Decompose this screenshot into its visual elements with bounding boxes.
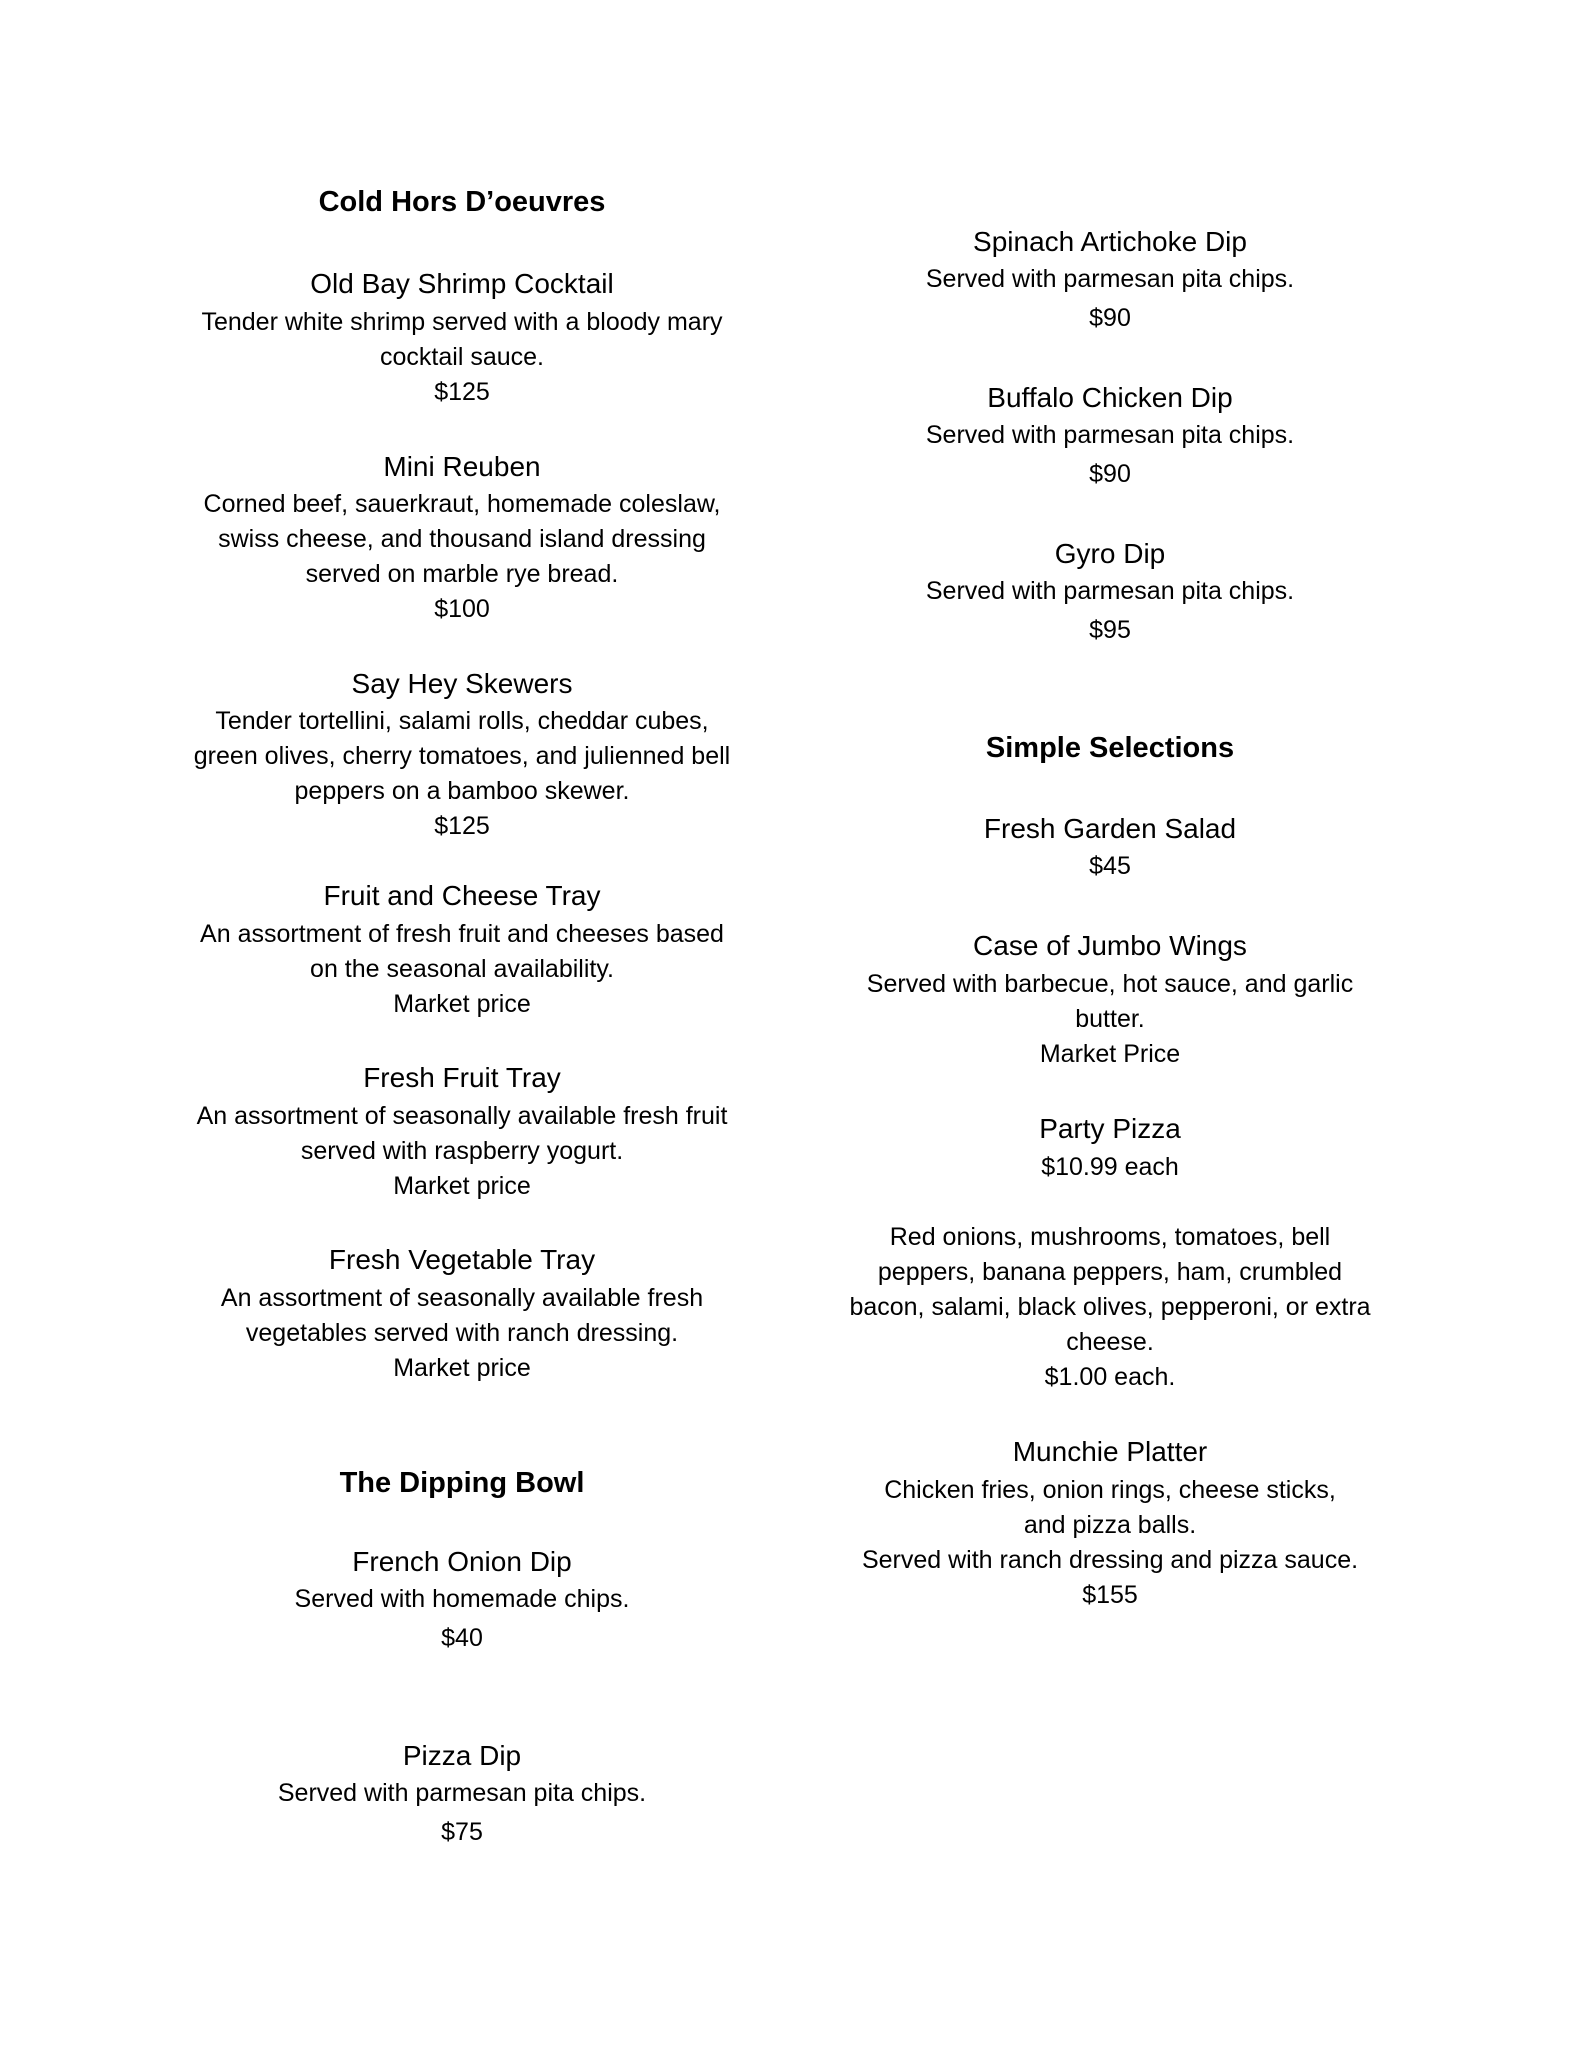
topping-list: cheese. (1066, 1328, 1154, 1356)
menu-item-title: Fresh Garden Salad (983, 813, 1237, 844)
menu-item-desc: Tender tortellini, salami rolls, cheddar cubes, (215, 707, 709, 735)
section-heading-simple: Simple Selections (985, 732, 1235, 764)
menu-item-title: Pizza Dip (402, 1740, 522, 1771)
menu-item-title: Say Hey Skewers (351, 668, 573, 699)
menu-item-price: Market price (393, 1354, 531, 1382)
menu-item-title: Old Bay Shrimp Cocktail (310, 268, 614, 299)
menu-item-price: $95 (1089, 616, 1131, 644)
menu-item-desc: An assortment of seasonally available fresh (220, 1284, 704, 1312)
menu-item-desc: butter. (1075, 1005, 1145, 1033)
section-heading-cold: Cold Hors D’oeuvres (318, 186, 606, 218)
section-heading-dipping: The Dipping Bowl (339, 1467, 585, 1499)
menu-item-desc: An assortment of seasonally available fresh fruit (196, 1102, 728, 1130)
menu-item-desc: on the seasonal availability. (310, 955, 614, 983)
menu-item-desc: Tender white shrimp served with a bloody mary (201, 308, 723, 336)
menu-item-title: French Onion Dip (352, 1546, 572, 1577)
menu-item-title: Party Pizza (1039, 1113, 1181, 1144)
menu-item-title: Spinach Artichoke Dip (973, 226, 1247, 257)
menu-item-price: $90 (1089, 460, 1131, 488)
menu-item-desc: Chicken fries, onion rings, cheese sticks, (884, 1476, 1336, 1504)
menu-item-desc: Served with ranch dressing and pizza sauce. (861, 1546, 1359, 1574)
topping-list: bacon, salami, black olives, pepperoni, or extra (849, 1293, 1371, 1321)
menu-item-desc: Corned beef, sauerkraut, homemade coleslaw, (203, 490, 721, 518)
menu-item-desc: Served with barbecue, hot sauce, and garlic (866, 970, 1354, 998)
menu-item-price: $40 (441, 1624, 483, 1652)
menu-item-title: Fresh Fruit Tray (363, 1062, 561, 1093)
menu-item-price: $100 (434, 595, 490, 623)
menu-item-desc: Served with parmesan pita chips. (925, 265, 1295, 293)
topping-list: Red onions, mushrooms, tomatoes, bell (889, 1223, 1331, 1251)
menu-item-price: $45 (1089, 852, 1131, 880)
menu-item-desc: Served with parmesan pita chips. (277, 1779, 647, 1807)
topping-list: peppers, banana peppers, ham, crumbled (877, 1258, 1343, 1286)
menu-item-price: $75 (441, 1818, 483, 1846)
menu-item-desc: swiss cheese, and thousand island dressing (218, 525, 706, 553)
menu-item-title: Gyro Dip (1054, 538, 1166, 569)
menu-item-price: $125 (434, 812, 490, 840)
menu-item-desc: cocktail sauce. (380, 343, 544, 371)
menu-item-price: $125 (434, 378, 490, 406)
menu-item-price: $90 (1089, 304, 1131, 332)
menu-item-price: $155 (1082, 1581, 1138, 1609)
menu-item-title: Munchie Platter (1012, 1436, 1208, 1467)
menu-item-desc: Served with parmesan pita chips. (925, 421, 1295, 449)
menu-item-price: Market price (393, 1172, 531, 1200)
menu-item-title: Mini Reuben (383, 451, 541, 482)
menu-item-desc: Served with homemade chips. (294, 1585, 630, 1613)
menu-item-price: Market price (393, 990, 531, 1018)
topping-price: $1.00 each. (1044, 1363, 1176, 1391)
menu-item-title: Case of Jumbo Wings (973, 930, 1247, 961)
menu-item-desc: served with raspberry yogurt. (300, 1137, 624, 1165)
menu-item-desc: Served with parmesan pita chips. (925, 577, 1295, 605)
menu-item-desc: served on marble rye bread. (305, 560, 619, 588)
menu-item-title: Fruit and Cheese Tray (323, 880, 601, 911)
menu-item-title: Buffalo Chicken Dip (987, 382, 1233, 413)
menu-item-price: $10.99 each (1041, 1153, 1179, 1181)
menu-item-desc: An assortment of fresh fruit and cheeses based (200, 920, 724, 948)
menu-item-price: Market Price (1039, 1040, 1181, 1068)
menu-item-desc: peppers on a bamboo skewer. (294, 777, 630, 805)
menu-item-desc: vegetables served with ranch dressing. (245, 1319, 679, 1347)
menu-item-desc: and pizza balls. (1023, 1511, 1197, 1539)
menu-item-title: Fresh Vegetable Tray (328, 1244, 596, 1275)
menu-item-desc: green olives, cherry tomatoes, and julienned bell (193, 742, 731, 770)
